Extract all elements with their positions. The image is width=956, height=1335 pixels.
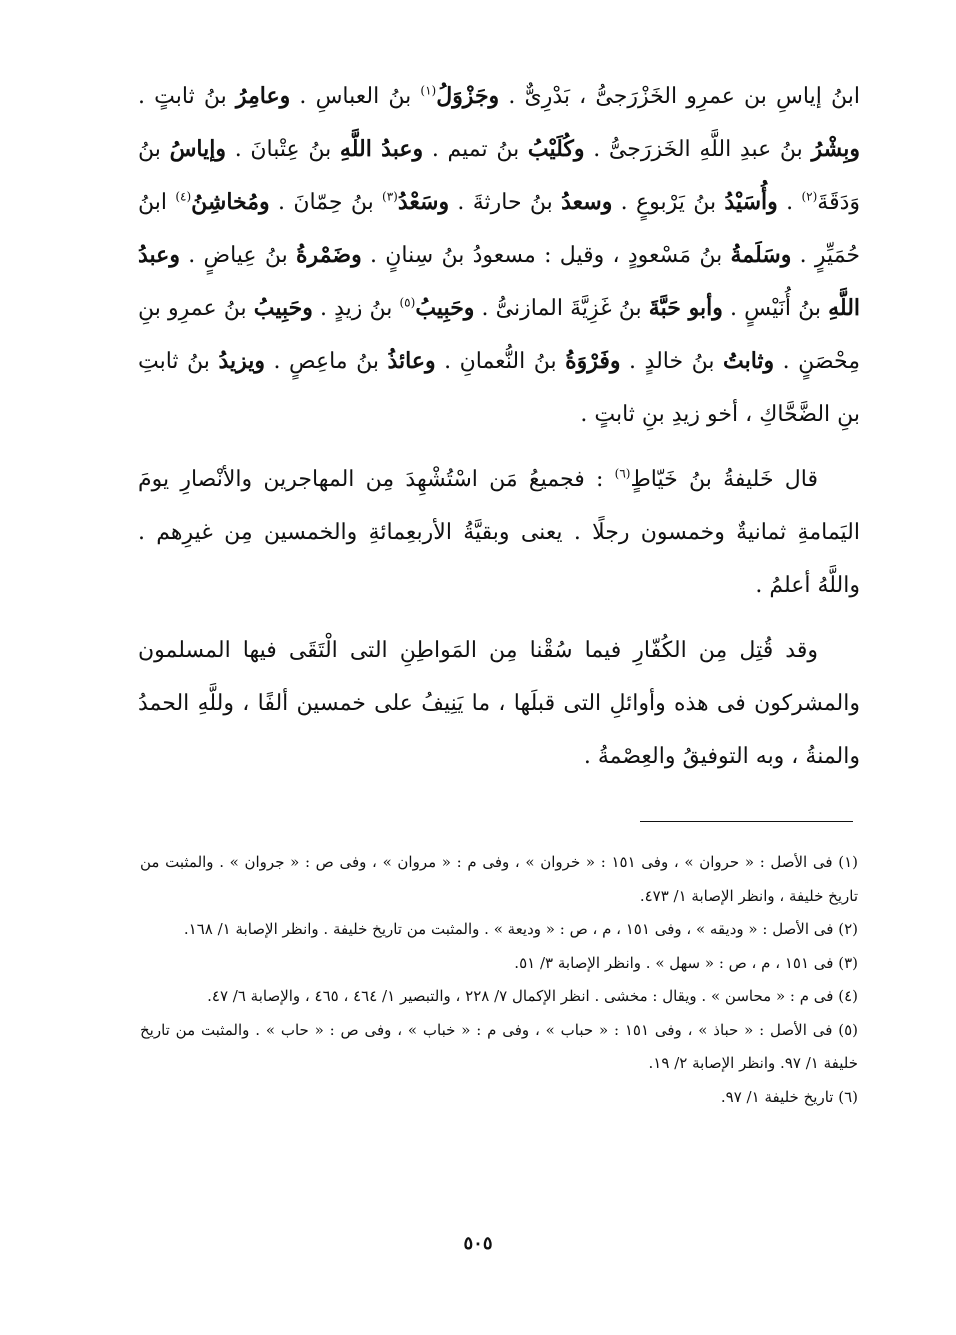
paragraph-spacer — [138, 612, 860, 624]
text-run: قال خَليفةُ بنُ خَيّاطٍ — [630, 467, 818, 492]
text-run: بنُ عِتْبانَ . — [226, 137, 340, 162]
text-run: بنُ حِمّانَ . — [269, 190, 383, 215]
text-run: بنُ حارثةَ . — [449, 190, 562, 215]
name-mukhashin: ومُخاشِنُ — [191, 189, 270, 215]
footnotes — [140, 846, 858, 1114]
text-run: بنُ عبدِ اللَّهِ الخَزرَجىُّ . — [584, 137, 812, 162]
footnote-6: (٦) تاريخ خليفة ١/ ٩٧. — [720, 1087, 858, 1106]
name-saad-2: وسَعْدُ — [397, 189, 450, 215]
text-run: بنُ خالدٍ . — [620, 349, 723, 374]
page-number: ٥٠٥ — [463, 1233, 493, 1254]
paragraph-spacer — [138, 441, 860, 453]
footnote-ref-6[interactable]: (٦) — [614, 466, 631, 481]
name-saad: وسعدُ — [561, 189, 613, 215]
name-farwa: وفَرْوَةُ — [565, 348, 621, 374]
name-damra: وضَمْرةُ — [296, 242, 362, 268]
text-run: بنُ ثابتٍ . — [138, 84, 236, 109]
text-run: بنُ ماعِصٍ . — [265, 349, 388, 374]
text-run: ابنُ حُمَيِّرٍ . — [138, 190, 861, 268]
name-usayd: وأُسَيْدُ — [724, 189, 778, 215]
name-bishr: وبِشْرُ — [811, 136, 861, 162]
text-run: بنُ أُنَيْسٍ . — [722, 296, 829, 321]
name-abdullah: وعبدُ اللَّهِ — [339, 136, 424, 162]
name-yazid: ويزيدُ — [218, 348, 265, 374]
name-jazwal: وجَزْوَلُ — [436, 83, 500, 109]
name-amir: وعامِرُ — [235, 83, 291, 109]
name-thabit: وثابتُ — [722, 348, 775, 374]
paragraph-2 — [138, 453, 860, 612]
text-run: : فجميعُ مَن اسْتُشْهِدَ مِن المهاجرين والأنْصارِ يومَ اليَمامةِ ثمانيةٌ وخمسون رجلًا . يعنى وبقيَّةُ الأربعِمائةِ والخمسين مِن غيرِهم . واللَّهُ أعلمُ . — [138, 467, 860, 598]
paragraph-1 — [138, 70, 860, 441]
name-abdullah-2: وعبدُ اللَّهِ — [138, 242, 861, 321]
name-habib: وحَبِيبُ — [415, 295, 475, 321]
name-aidh: وعائذُ — [387, 348, 436, 374]
name-kulayb: وكُلَيْبُ — [527, 136, 585, 162]
footnote-3: (٣) فى ١٥١ ، م ، ص : « سهل » . وانظر الإصابة ٣/ ٥١. — [514, 953, 858, 972]
text-run: بنُ مَسْعودٍ ، وقيل : مسعودُ بنُ سِنانٍ . — [361, 243, 731, 268]
footnote-ref-4[interactable]: (٤) — [175, 189, 192, 204]
paragraph-3 — [138, 624, 860, 783]
text-run: بنُ زيدٍ . — [312, 296, 400, 321]
text-run: بنُ يَرْبوعٍ . — [612, 190, 725, 215]
name-habib-2: وحَبِيبُ — [253, 295, 313, 321]
footnote-2: (٢) فى الأصل : « وديقه » ، وفى ١٥١ ، م ، ص : « وديعة » . والمثبت من تاريخ خليفة . وانظر الإصابة ١/ ١٦٨. — [183, 920, 858, 938]
footnote-4: (٤) فى م : « محاسن » . ويقال : مخشى . انظر الإكمال ٧/ ٢٢٨ ، والتبصير ١/ ٤٦٤ ، ٤٦٥ ، والإصابة ٦/ ٤٧. — [207, 987, 858, 1005]
text-run: وقد قُتِل مِن الكُفّارِ فيما سُقْنا مِن المَواطِنِ التى الْتَقَى فيها المسلمون والمشركون فى هذه وأوائلِ التى قبلَها ، ما يَنِيفُ على خمسين ألفًا ، وللَّهِ الحمدُ والمنةُ ، وبه التوفيقُ والعِصْمةُ . — [138, 638, 860, 769]
footnote-ref-1[interactable]: (١) — [420, 83, 437, 98]
text-run: بنُ ثابتِ بنِ الضَّحَّاكِ ، أخو زيدِ بنِ ثابتٍ . — [138, 349, 860, 427]
text-run: ابنُ إياسِ بن عمرِو الخَزْرَجىُّ ، بَدْرِىٌّ . — [499, 84, 860, 109]
footnote-1: (١) فى الأصل : « حروان » ، وفى ١٥١ : « خروان » ، وفى م : « مروان » ، وفى ص : « جروان » . والمثبت من تاريخ خليفة ، وانظر الإصابة ١/ ٤٧٣. — [140, 853, 859, 905]
text-run: بنُ تميم . — [423, 137, 528, 162]
text-run: بنُ غَزِيَّةَ المازنىُّ . — [474, 296, 649, 321]
footnote-ref-5[interactable]: (٥) — [399, 295, 416, 310]
text-run: بنُ وَدَقَةَ — [138, 137, 861, 215]
footnote-5: (٥) فى الأصل : « حباذ » ، وفى ١٥١ : « حباب » ، وفى م : « خباب » ، وفى ص : « حاب » . والمثبت من تاريخ خليفة ١/ ٩٧. وانظر الإصابة ٢/ ١٩. — [140, 1020, 858, 1072]
name-abu-habba: وأبو حَبَّةَ — [648, 295, 723, 321]
footnote-separator — [640, 821, 853, 822]
text-run: بنُ النُّعمانِ . — [435, 349, 566, 374]
name-iyas: وإياسُ — [169, 136, 226, 162]
text-run: بنُ العباسِ . — [290, 84, 421, 109]
name-salama: وسَلَمةُ — [730, 242, 792, 268]
main-text — [138, 70, 860, 783]
text-run: بنُ عمرِو بنِ مِحْصَنٍ . — [138, 296, 860, 374]
footnote-ref-2[interactable]: (٢) — [801, 189, 818, 204]
footnote-ref-3[interactable]: (٣) — [382, 189, 398, 204]
text-run: . — [777, 190, 802, 215]
text-run: بنُ عِياضٍ . — [179, 243, 296, 268]
